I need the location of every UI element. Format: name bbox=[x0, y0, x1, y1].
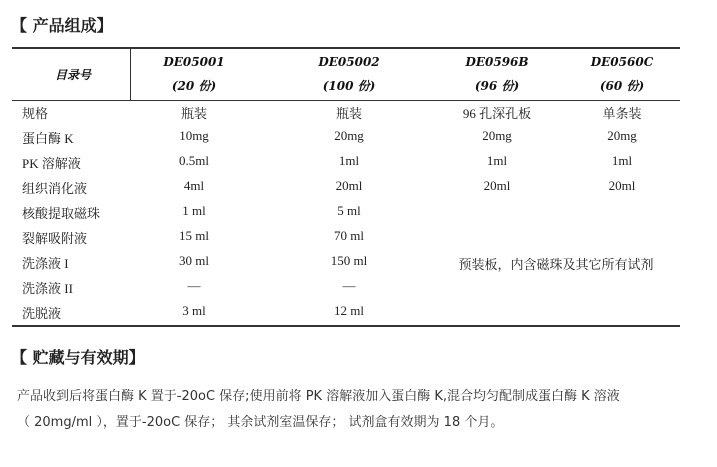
column-qty: (100 份) bbox=[322, 79, 376, 93]
table-cell: 10mg bbox=[179, 128, 209, 143]
table-cell: 1ml bbox=[338, 153, 360, 168]
prefilled-plate-note: 预装板，内含磁珠及其它所有试剂 bbox=[458, 257, 654, 272]
column-code: DE0596B bbox=[465, 55, 529, 69]
row-label: 裂解吸附液 bbox=[22, 231, 88, 246]
section-title-storage: 【 贮藏与有效期】 bbox=[11, 348, 145, 367]
row-label: 组织消化液 bbox=[22, 181, 88, 196]
table-cell: 96 孔深孔板 bbox=[462, 106, 532, 121]
row-label: 规格 bbox=[22, 106, 49, 121]
header-catalog-label: 目录号 bbox=[54, 68, 92, 82]
table-cell: 瓶装 bbox=[180, 106, 208, 121]
column-qty: (20 份) bbox=[171, 79, 217, 93]
header-divider bbox=[130, 49, 131, 100]
table-cell: 30 ml bbox=[179, 253, 209, 268]
table-cell: 20ml bbox=[335, 178, 363, 193]
row-label: 蛋白酶 K bbox=[22, 131, 74, 146]
table-cell: 20ml bbox=[483, 178, 511, 193]
storage-text-line: 产品收到后将蛋白酶 K 置于-20oC 保存;使用前将 PK 溶解液加入蛋白酶 K,混合均匀配制成蛋白酶 K 溶液 bbox=[17, 389, 620, 404]
table-cell: 20mg bbox=[334, 128, 364, 143]
table-cell: 单条装 bbox=[602, 106, 642, 121]
row-label: 核酸提取磁珠 bbox=[22, 206, 101, 221]
table-cell: 瓶装 bbox=[335, 106, 363, 121]
column-code: DE05001 bbox=[163, 55, 225, 69]
row-label: PK 溶解液 bbox=[22, 156, 81, 171]
table-cell: 1ml bbox=[611, 153, 633, 168]
table-cell: 1ml bbox=[486, 153, 508, 168]
table-cell: 12 ml bbox=[334, 303, 364, 318]
table-cell: 150 ml bbox=[330, 253, 368, 268]
table-bottom-rule bbox=[12, 325, 680, 327]
table-cell: 20mg bbox=[607, 128, 637, 143]
table-cell: 3 ml bbox=[182, 303, 206, 318]
table-cell: — bbox=[342, 278, 356, 293]
table-cell: 20mg bbox=[482, 128, 512, 143]
table-cell: 20ml bbox=[608, 178, 636, 193]
table-cell: 0.5ml bbox=[179, 153, 209, 168]
table-cell: 70 ml bbox=[334, 228, 364, 243]
table-cell: 15 ml bbox=[179, 228, 209, 243]
table-top-rule bbox=[12, 47, 680, 49]
table-header-rule bbox=[12, 100, 680, 101]
column-qty: (96 份) bbox=[474, 79, 520, 93]
table-cell: — bbox=[187, 278, 201, 293]
row-label: 洗脱液 bbox=[22, 306, 62, 321]
column-qty: (60 份) bbox=[599, 79, 645, 93]
table-cell: 4ml bbox=[183, 178, 205, 193]
column-code: DE0560C bbox=[590, 55, 654, 69]
table-cell: 1 ml bbox=[182, 203, 206, 218]
row-label: 洗涤液 I bbox=[22, 256, 69, 271]
section-title-composition: 【 产品组成】 bbox=[11, 16, 113, 35]
row-label: 洗涤液 II bbox=[22, 281, 73, 296]
table-cell: 5 ml bbox=[337, 203, 361, 218]
column-code: DE05002 bbox=[318, 55, 380, 69]
storage-text-line: （ 20mg/ml ），置于-20oC 保存； 其余试剂室温保存； 试剂盒有效期为 18 个月。 bbox=[17, 415, 504, 430]
